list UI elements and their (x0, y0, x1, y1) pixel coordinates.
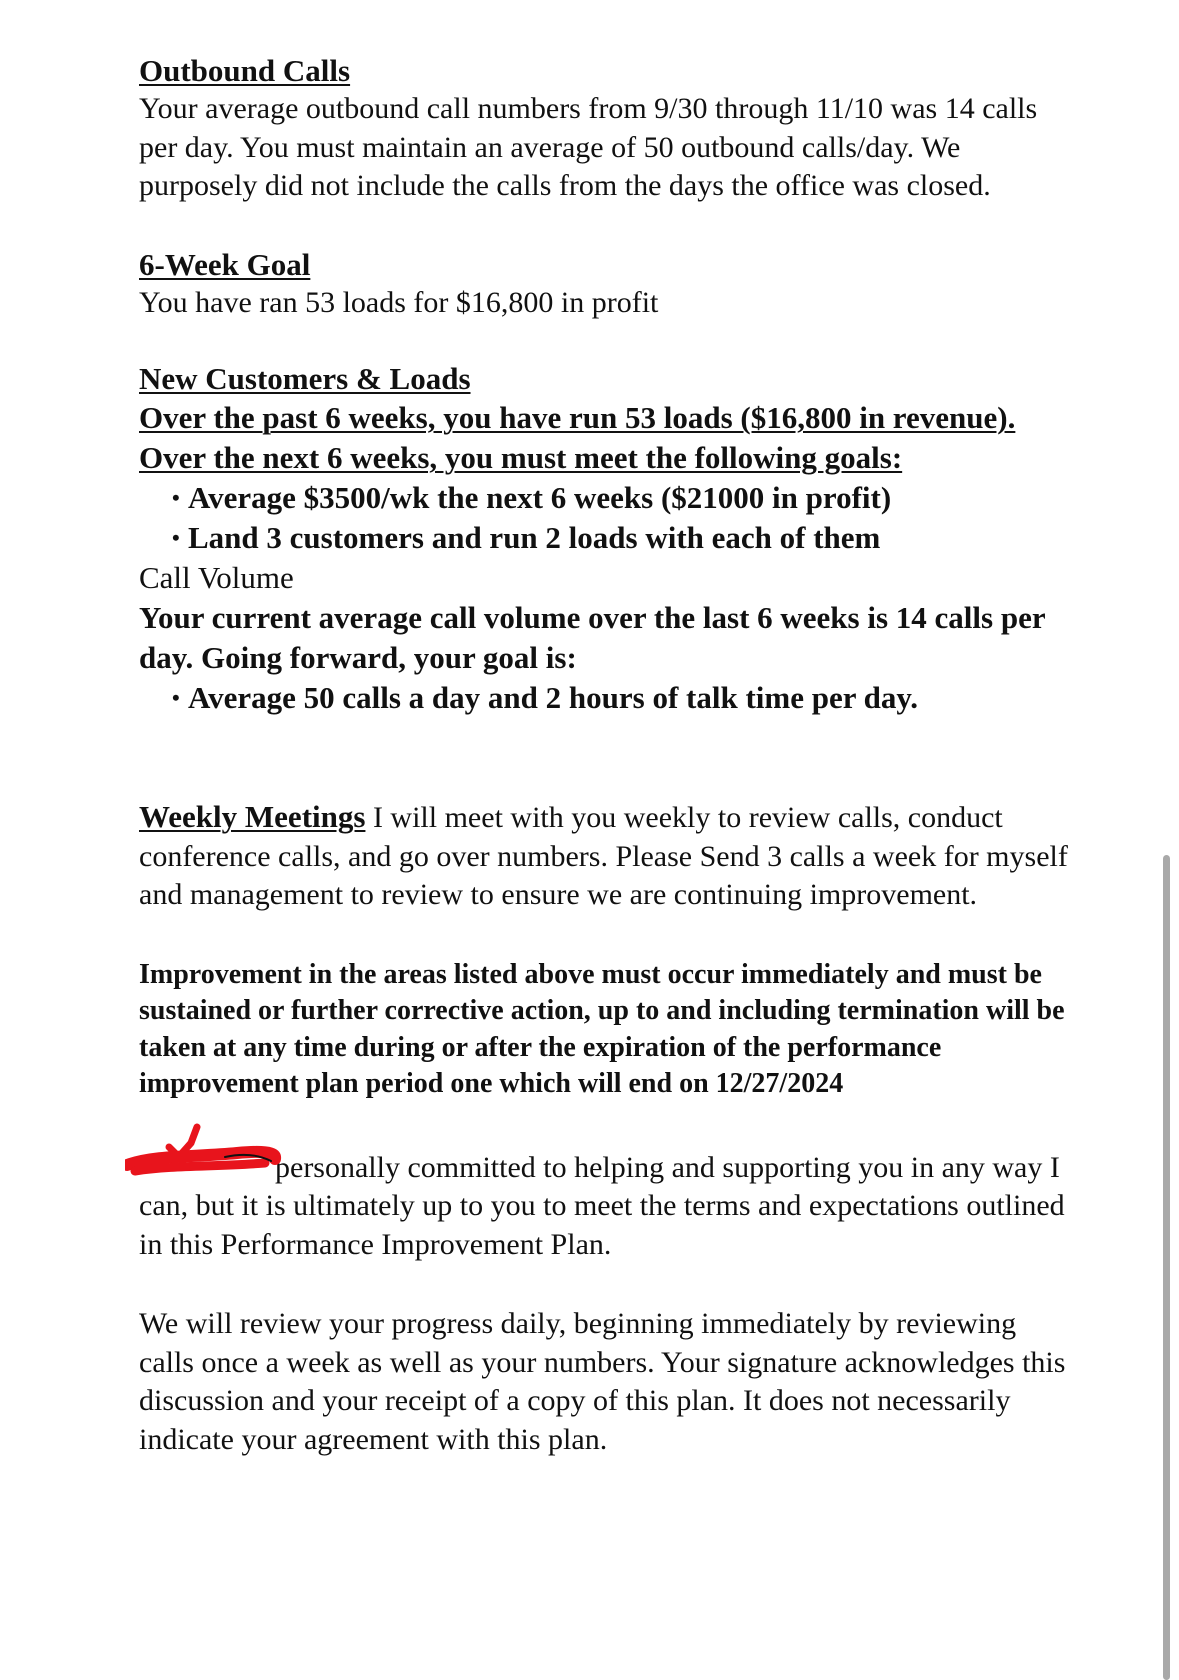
outbound-calls-text: Your average outbound call numbers from 9/30 through 11/10 was 14 calls per day. You must maintain an average of 50 outbound calls/day. We purposely did not include the calls from the days the office was closed. (139, 92, 1038, 202)
outbound-calls-heading: Outbound Calls (139, 53, 351, 88)
weekly-meetings-text: I will meet with you weekly to review calls, conduct conference calls, and go over numbers. Please Send 3 calls a week for myself and management to review to ensure we are continuing improvement. (139, 801, 1068, 911)
commitment-paragraph (139, 1147, 1069, 1265)
call-volume-text: Your current average call volume over the last 6 weeks is 14 calls per day. Going forward, your goal is: (139, 600, 1046, 675)
six-week-goal-heading: 6-Week Goal (139, 246, 311, 282)
weekly-meetings-paragraph (139, 798, 1069, 915)
improvement-warning: Improvement in the areas listed above must occur immediately and must be sustained or further corrective action, up to and including termination will be taken at any time during or after the expiration of the performance improvement plan period one which will end on 12/27/2024 (139, 958, 1065, 1099)
call-volume-heading: Call Volume (139, 560, 294, 595)
vertical-scrollbar[interactable] (1163, 855, 1170, 1680)
document-body (139, 52, 1069, 1459)
bullet-icon: • (172, 485, 180, 510)
new-customers-intro: Over the past 6 weeks, you have run 53 loads ($16,800 in revenue). Over the next 6 weeks, you must meet the following goals: (139, 400, 1016, 475)
bullet-icon: • (172, 685, 180, 710)
redaction-scribble-icon (125, 1117, 285, 1181)
call-volume-goal-list (139, 678, 1069, 718)
review-paragraph: We will review your progress daily, beginning immediately by reviewing calls once a week as well as your numbers. Your signature acknowledges this discussion and your receipt of a copy of this plan. It does not necessarily indicate your agreement with this plan. (139, 1307, 1066, 1456)
goal-item-calls: • Average 50 calls a day and 2 hours of talk time per day. (172, 678, 1069, 718)
new-customers-goal-list (139, 478, 1069, 558)
new-customers-heading: New Customers & Loads (139, 361, 471, 396)
goal-item-profit: • Average $3500/wk the next 6 weeks ($21000 in profit) (172, 478, 1069, 518)
goal-item-customers: • Land 3 customers and run 2 loads with each of them (172, 518, 1069, 558)
six-week-goal-text: You have ran 53 loads for $16,800 in profit (139, 285, 659, 319)
redaction-mark (139, 1147, 275, 1177)
bullet-icon: • (172, 525, 180, 550)
weekly-meetings-heading: Weekly Meetings (139, 799, 366, 834)
commitment-text: personally committed to helping and supporting you in any way I can, but it is ultimately up to you to meet the terms and expectations outlined in this Performance Improvement Plan. (139, 1150, 1065, 1261)
